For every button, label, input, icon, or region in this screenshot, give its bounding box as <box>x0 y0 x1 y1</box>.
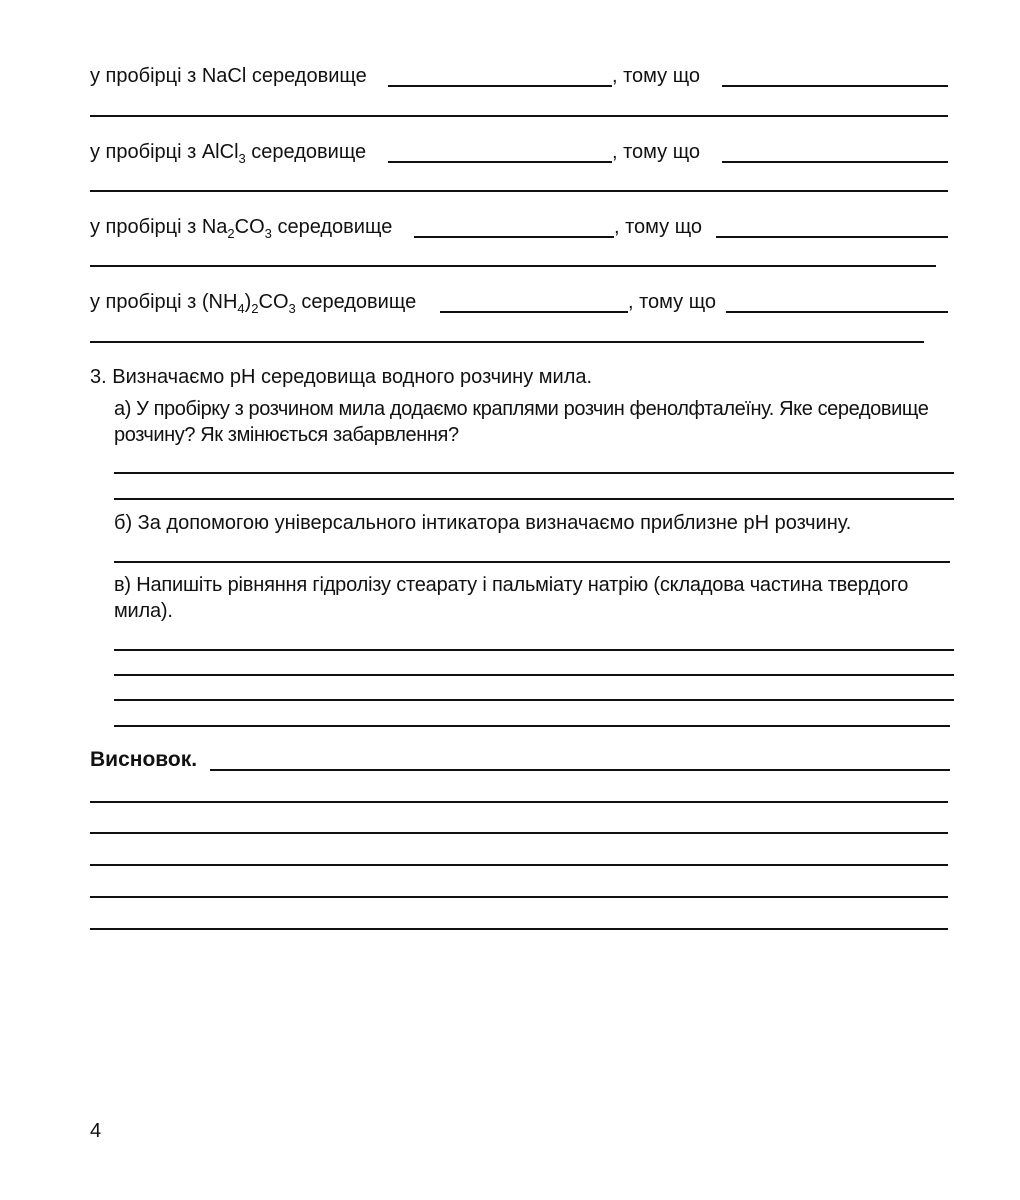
answer-line[interactable] <box>114 498 954 500</box>
formula-text: ) <box>244 291 252 313</box>
formula-text: Na <box>201 216 228 238</box>
formula-nacl <box>202 65 246 87</box>
answer-line[interactable] <box>90 265 936 267</box>
formula-text: CO <box>258 291 289 313</box>
conclusion-answer-line[interactable] <box>210 769 950 771</box>
because-label: , тому що <box>628 291 717 313</box>
tube-prefix: у пробірці з <box>90 291 202 313</box>
answer-line[interactable] <box>90 115 948 117</box>
tube-row-nacl <box>90 64 367 88</box>
medium-answer-line[interactable] <box>414 236 614 238</box>
medium-answer-line[interactable] <box>388 85 612 87</box>
reason-answer-line[interactable] <box>716 236 948 238</box>
reason-answer-line[interactable] <box>722 85 948 87</box>
conclusion-label: Висновок. <box>90 748 198 771</box>
tube-prefix: у пробірці з <box>90 216 202 238</box>
formula-text: AlCl <box>201 141 239 163</box>
tube-medium-label: середовище <box>295 291 417 313</box>
formula-text: NaCl <box>201 65 247 87</box>
tube-prefix: у пробірці з <box>90 141 202 163</box>
tube-medium-label: середовище <box>245 141 367 163</box>
medium-answer-line[interactable] <box>388 161 612 163</box>
tube-medium-label: середовище <box>246 65 367 87</box>
tube-medium-label: середовище <box>271 216 393 238</box>
answer-line[interactable] <box>90 928 948 930</box>
task3-c-question: в) Напишіть рівняння гідролізу стеарату і пальміату натрію (складова частина твердого мила). <box>114 574 909 622</box>
answer-line[interactable] <box>114 725 950 727</box>
task3-b-question: б) За допомогою універсального інтикатора визначаємо приблизне pH розчину. <box>114 512 852 534</box>
answer-line[interactable] <box>90 896 948 898</box>
answer-line[interactable] <box>114 699 954 701</box>
formula-subscript: 2 <box>227 226 235 241</box>
formula-subscript: 4 <box>237 301 245 316</box>
reason-answer-line[interactable] <box>722 161 948 163</box>
answer-line[interactable] <box>114 472 954 474</box>
task3-a-question: а) У пробірку з розчином мила додаємо краплями розчин фенолфталеїну. Яке середовище розчину? Як змінюється забарвлення? <box>114 398 929 446</box>
formula-subscript: 2 <box>251 301 259 316</box>
answer-line[interactable] <box>114 674 954 676</box>
tube-row-alcl3 <box>90 140 366 164</box>
answer-line[interactable] <box>114 649 954 651</box>
formula-nh4-2co3 <box>201 291 296 316</box>
answer-line[interactable] <box>90 341 924 343</box>
answer-line[interactable] <box>90 190 948 192</box>
page-number: 4 <box>90 1120 102 1142</box>
formula-text: (NH <box>201 291 238 313</box>
reason-answer-line[interactable] <box>726 311 948 313</box>
tube-prefix: у пробірці з <box>90 65 202 87</box>
tube-row-na2co3 <box>90 215 392 239</box>
formula-subscript: 3 <box>238 151 246 166</box>
because-label: , тому що <box>614 216 703 238</box>
answer-line[interactable] <box>114 561 950 563</box>
formula-na2co3 <box>201 216 272 241</box>
formula-text: CO <box>234 216 265 238</box>
answer-line[interactable] <box>90 864 948 866</box>
formula-alcl3 <box>201 141 246 166</box>
because-label: , тому що <box>612 65 701 87</box>
tube-row-nh4-2co3 <box>90 290 416 314</box>
formula-subscript: 3 <box>264 226 272 241</box>
answer-line[interactable] <box>90 832 948 834</box>
formula-subscript: 3 <box>288 301 296 316</box>
medium-answer-line[interactable] <box>440 311 628 313</box>
because-label: , тому що <box>612 141 701 163</box>
answer-line[interactable] <box>90 801 948 803</box>
task3-heading: 3. Визначаємо pH середовища водного розчину мила. <box>90 366 593 388</box>
